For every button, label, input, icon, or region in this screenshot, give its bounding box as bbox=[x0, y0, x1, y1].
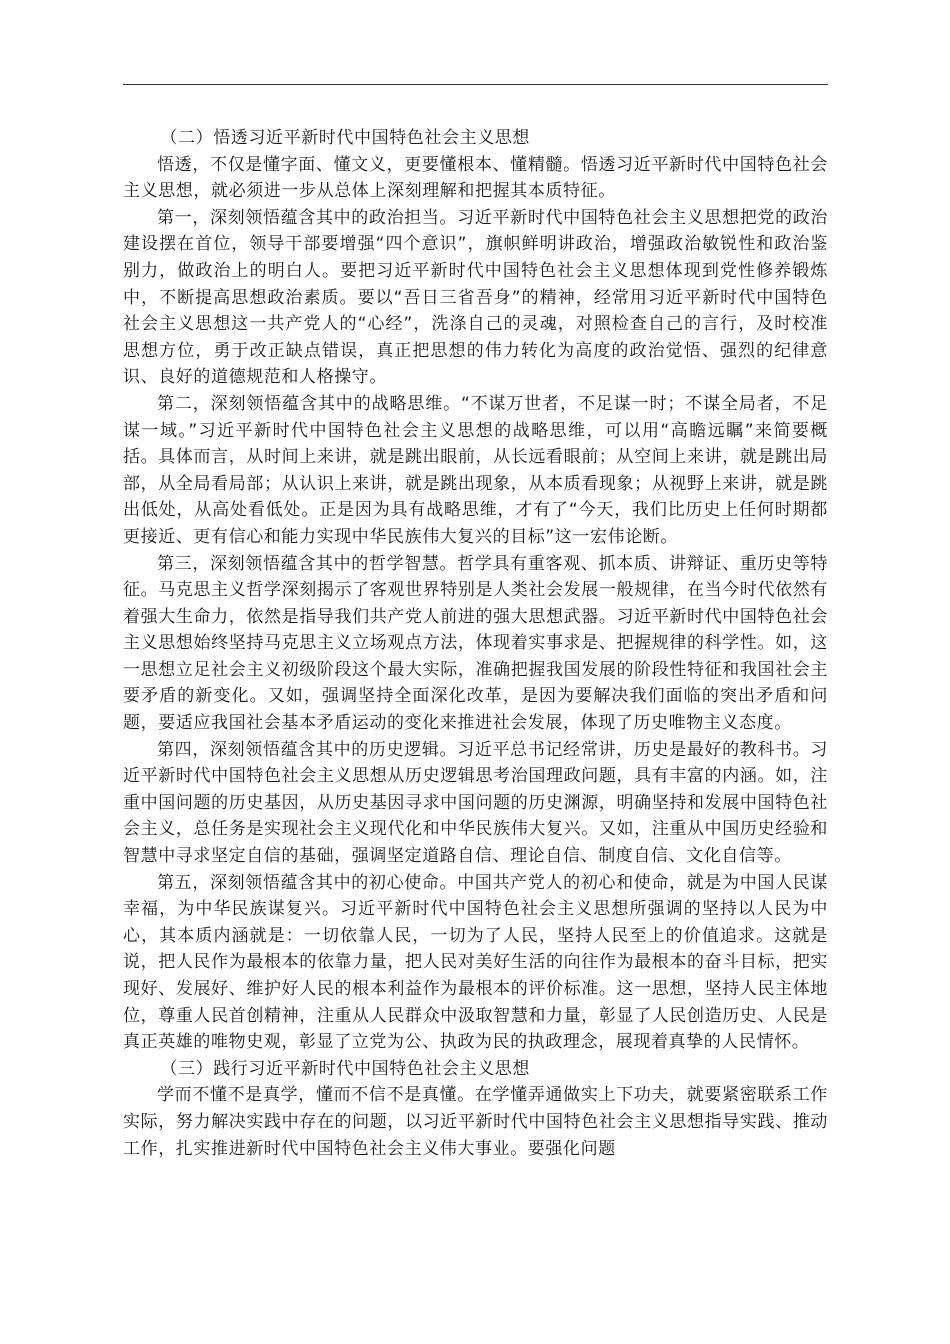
paragraph-first: 第一，深刻领悟蕴含其中的政治担当。习近平新时代中国特色社会主义思想把党的政治建设摆在首位，领导干部要增强“四个意识”，旗帜鲜明讲政治，增强政治敏锐性和政治鉴别力，做政治上的明白人。要把习近平新时代中国特色社会主义思想体现到党性修养锻炼中，不断提高思想政治素质。要以“吾日三省吾身”的精神，经常用习近平新时代中国特色社会主义思想这一共产党人的“心经”，洗涤自己的灵魂，对照检查自己的言行，及时校准思想方位，勇于改正缺点错误，真正把思想的伟力转化为高度的政治觉悟、强烈的纪律意识、良好的道德规范和人格操守。 bbox=[123, 207, 828, 388]
paragraph-third: 第三，深刻领悟蕴含其中的哲学智慧。哲学具有重客观、抓本质、讲辩证、重历史等特征。马克思主义哲学深刻揭示了客观世界特别是人类社会发展一般规律，在当今时代依然有着强大生命力，依然是指导我们共产党人前进的强大思想武器。习近平新时代中国特色社会主义思想始终坚持马克思主义立场观点方法，体现着实事求是、把握规律的科学性。如，这一思想立足社会主义初级阶段这个最大实际，准确把握我国发展的阶段性特征和我国社会主要矛盾的新变化。又如，强调坚持全面深化改革，是因为要解决我们面临的突出矛盾和问题，要适应我国社会基本矛盾运动的变化来推进社会发展，体现了历史唯物主义态度。 bbox=[123, 553, 828, 734]
paragraph-intro: 悟透，不仅是懂字面、懂文义，更要懂根本、懂精髓。悟透习近平新时代中国特色社会主义思想，就必须进一步从总体上深刻理解和把握其本质特征。 bbox=[123, 154, 828, 202]
header-rule bbox=[123, 84, 828, 85]
section-heading-2: （二）悟透习近平新时代中国特色社会主义思想 bbox=[160, 128, 530, 148]
paragraph-second: 第二，深刻领悟蕴含其中的战略思维。“不谋万世者，不足谋一时；不谋全局者，不足谋一域。”习近平新时代中国特色社会主义思想的战略思维，可以用“高瞻远瞩”来简要概括。具体而言，从时间上来讲，就是跳出眼前，从长远看眼前；从空间上来讲，就是跳出局部，从全局看局部；从认识上来讲，就是跳出现象，从本质看现象；从视野上来讲，就是跳出低处，从高处看低处。正是因为具有战略思维，才有了“今天，我们比历史上任何时期都更接近、更有信心和能力实现中华民族伟大复兴的目标”这一宏伟论断。 bbox=[123, 393, 828, 547]
paragraph-fourth: 第四，深刻领悟蕴含其中的历史逻辑。习近平总书记经常讲，历史是最好的教科书。习近平新时代中国特色社会主义思想从历史逻辑思考治国理政问题，具有丰富的内涵。如，注重中国问题的历史基因，从历史基因寻求中国问题的历史渊源，明确坚持和发展中国特色社会主义，总任务是实现社会主义现代化和中华民族伟大复兴。又如，注重从中国历史经验和智慧中寻求坚定自信的基础，强调坚定道路自信、理论自信、制度自信、文化自信等。 bbox=[123, 739, 828, 867]
paragraph-fifth: 第五，深刻领悟蕴含其中的初心使命。中国共产党人的初心和使命，就是为中国人民谋幸福，为中华民族谋复兴。习近平新时代中国特色社会主义思想所强调的坚持以人民为中心，其本质内涵就是：一切依靠人民，一切为了人民，坚持人民至上的价值追求。这就是说，把人民作为最根本的依靠力量，把人民对美好生活的向往作为最根本的奋斗目标，把实现好、发展好、维护好人民的根本利益作为最根本的评价标准。这一思想，坚持人民主体地位，尊重人民首创精神，注重从人民群众中汲取智慧和力量，彰显了人民创造历史、人民是真正英雄的唯物史观，彰显了立党为公、执政为民的执政理念，展现着真挚的人民情怀。 bbox=[123, 872, 828, 1053]
section-heading-3: （三）践行习近平新时代中国特色社会主义思想 bbox=[160, 1058, 530, 1079]
document-body bbox=[123, 125, 828, 1162]
paragraph-practice: 学而不懂不是真学，懂而不信不是真懂。在学懂弄通做实上下功夫，就要紧密联系工作实际，努力解决实践中存在的问题，以习近平新时代中国特色社会主义思想指导实践、推动工作，扎实推进新时代中国特色社会主义伟大事业。要强化问题 bbox=[123, 1085, 828, 1159]
